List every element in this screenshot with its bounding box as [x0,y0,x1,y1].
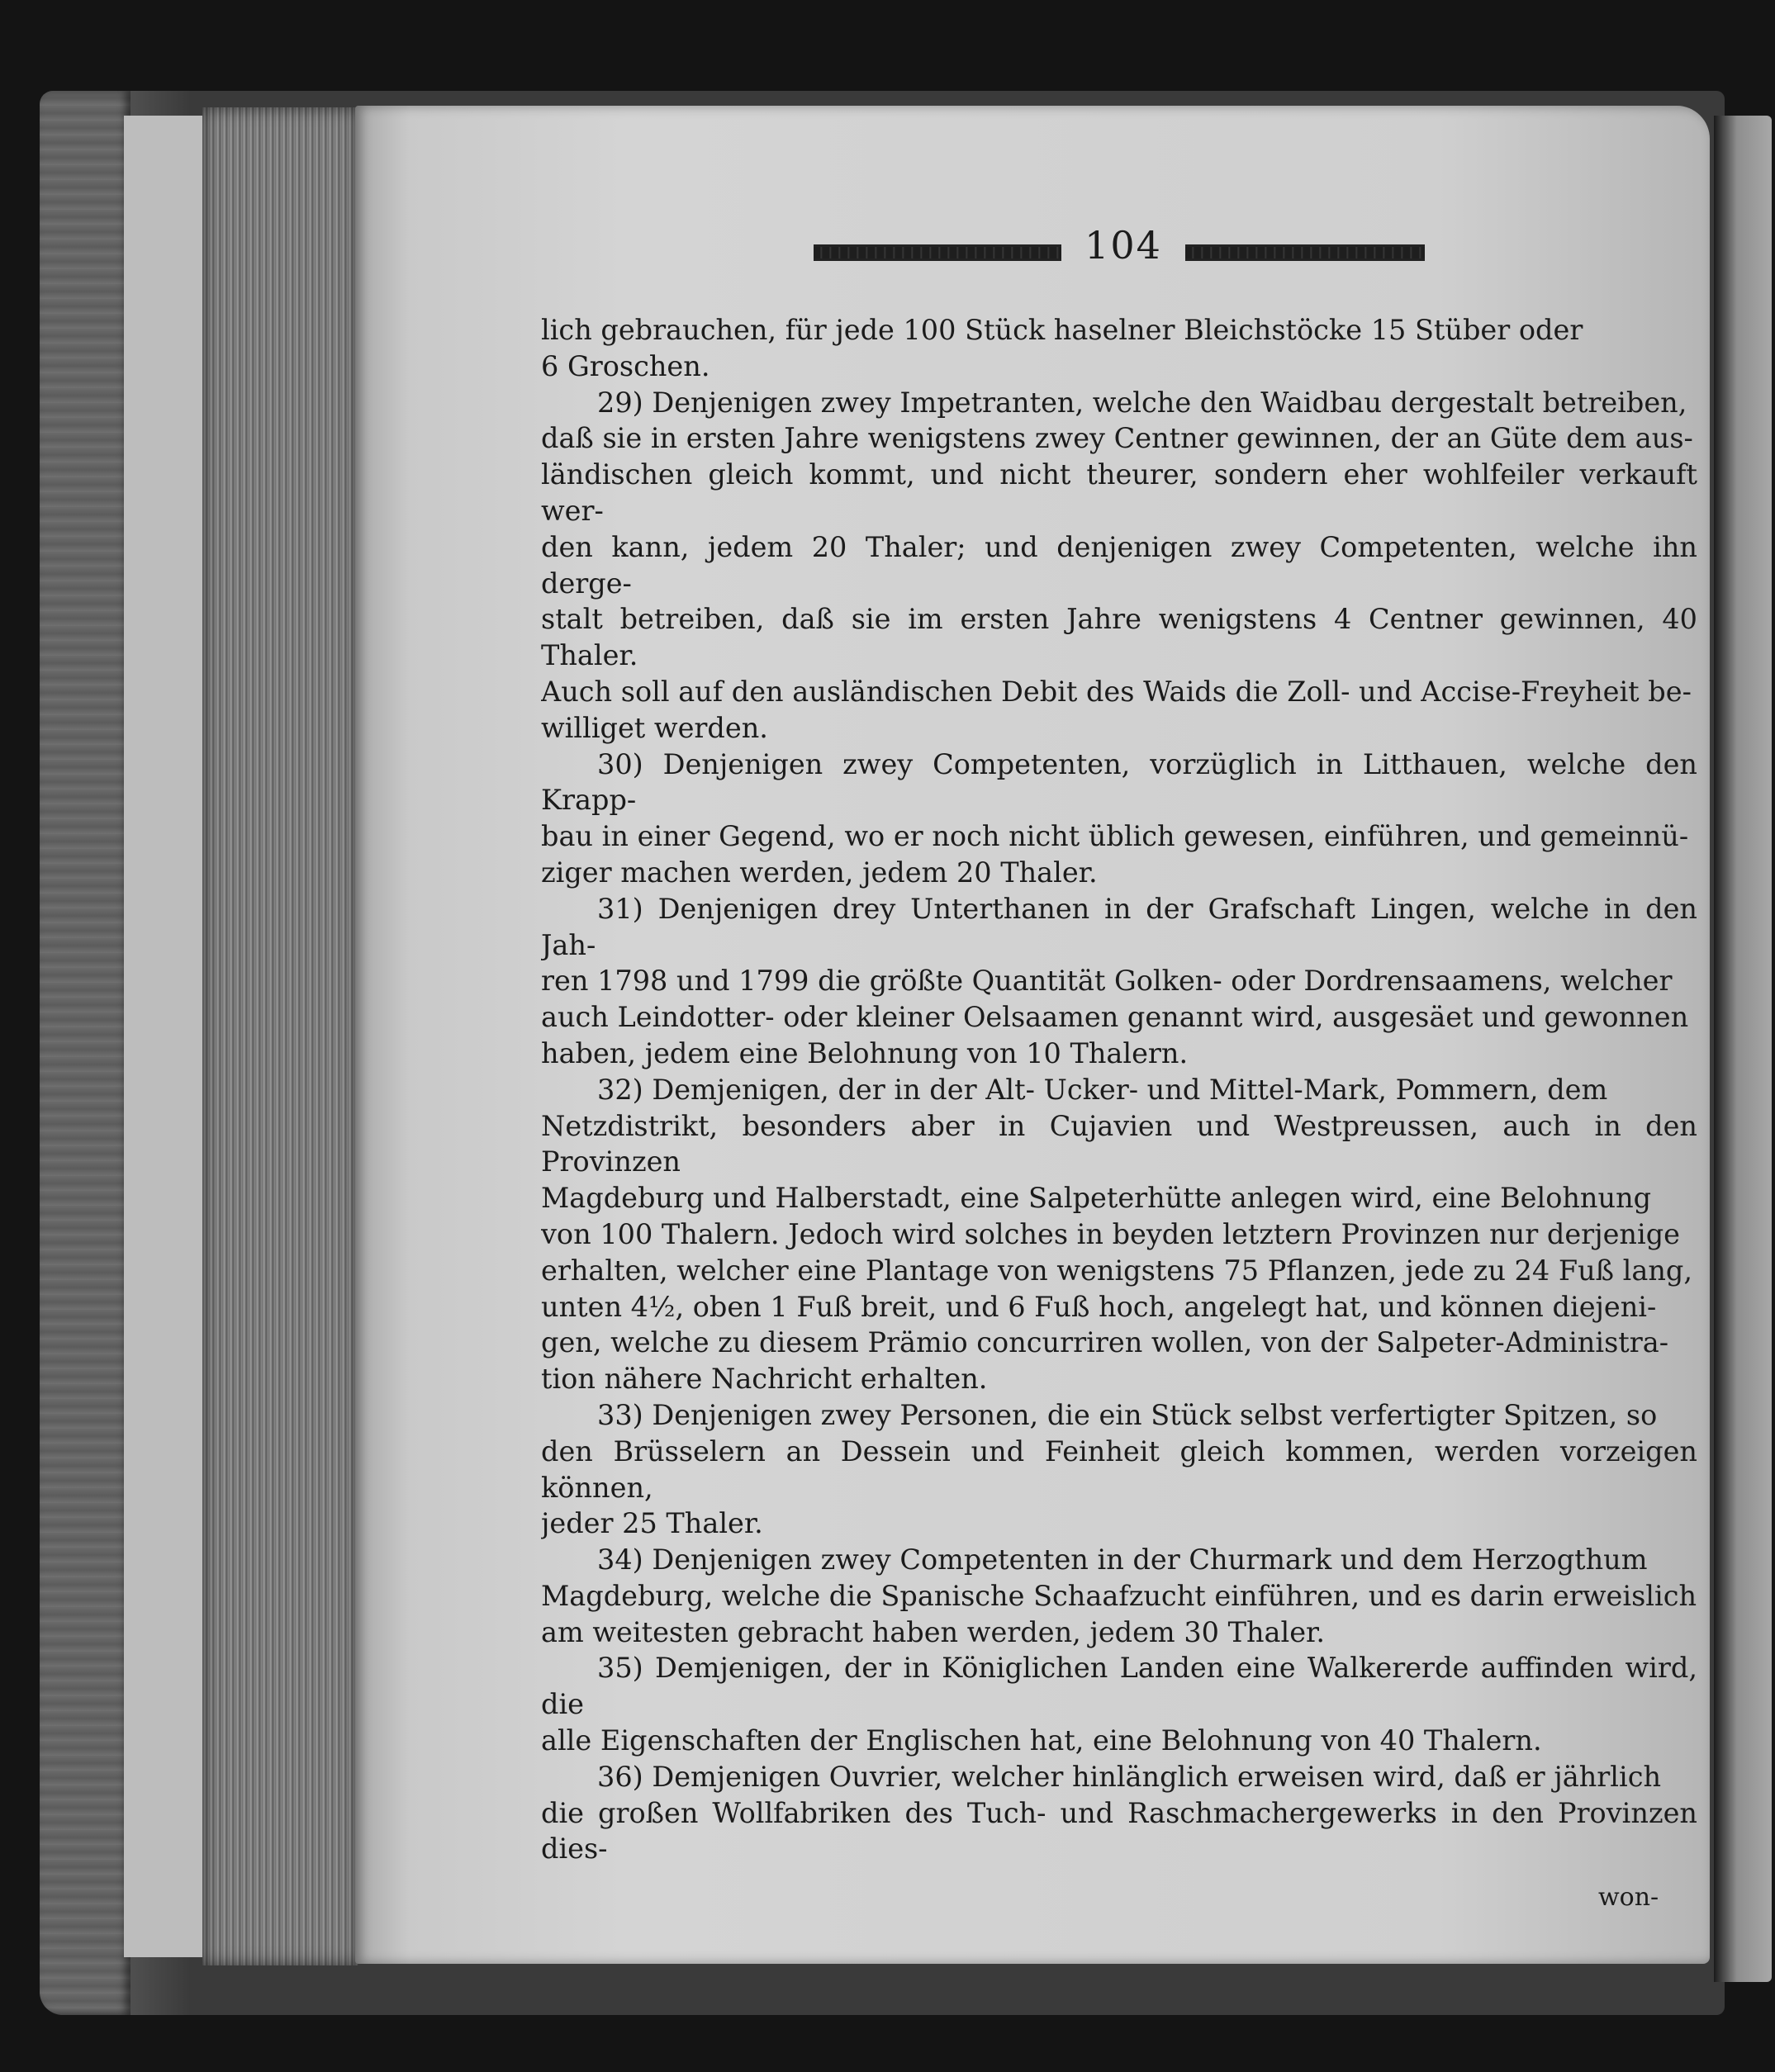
paragraph-35: 35) Demjenigen, der in Königlichen Landen eine Walkererde auffinden wird, die alle Eigenschaften der Englischen hat, eine Belohnung von 40 Thalern. [541,1652,1697,1757]
paragraph-31: 31) Denjenigen drey Unterthanen in der Grafschaft Lingen, welche in den Jah- ren 1798 und 1799 die größte Quantität Golken- oder Dordrensaamens, welcher auch Leindotter- oder kleiner Oelsaamen genannt wird, ausgesäet und gewonnen haben, jedem eine Belohnung von 10 Thalern. [541,892,1697,1069]
paragraph-32: 32) Demjenigen, der in der Alt- Ucker- und Mittel-Mark, Pommern, dem Netzdistrikt, besonders aber in Cujavien und Westpreussen, auch in den Provinzen Magdeburg und Halberstadt, eine Salpeterhütte anlegen wird, eine Belohnung von 100 Thalern. Jedoch wird solches in beyden letztern Provinzen nur derjenige erhalten, welcher eine Plantage von wenigstens 75 Pflanzen, jede zu 24 Fuß lang, unten 4½, oben 1 Fuß breit, und 6 Fuß hoch, angelegt hat, und können diejeni- gen, welche zu diesem Prämio concurriren wollen, von der Salpeter-Administra- tion nähere Nachricht erhalten. [541,1073,1697,1396]
paragraph-33: 33) Denjenigen zwey Personen, die ein Stück selbst verfertigter Spitzen, so den Brüsselern an Dessein und Feinheit gleich kommen, werden vorzeigen können, jeder 25 Thaler. [541,1398,1697,1540]
page-number: 104 [1084,223,1162,268]
page-header [814,223,1425,273]
paragraph-30: 30) Denjenigen zwey Competenten, vorzüglich in Litthauen, welche den Krapp- bau in einer Gegend, wo er noch nicht üblich gewesen, einführen, und gemeinnü- ziger machen werden, jedem 20 Thaler. [541,747,1697,889]
paragraph-continuation: lich gebrauchen, für jede 100 Stück haselner Bleichstöcke 15 Stüber oder 6 Groschen. [541,314,1583,382]
catchword: won- [1598,1883,1659,1912]
paragraph-34: 34) Denjenigen zwey Competenten in der Churmark und dem Herzogthum Magdeburg, welche die Spanische Schaafzucht einführen, und es darin erweislich am weitesten gebracht haben werden, jedem 30 Thaler. [541,1543,1697,1648]
paragraph-36: 36) Demjenigen Ouvrier, welcher hinlänglich erweisen wird, daß er jährlich die großen Wollfabriken des Tuch- und Raschmachergewerks in den Provinzen dies- [541,1760,1697,1865]
facing-page-edge [1714,116,1772,1982]
page-body [541,312,1697,1865]
header-rule-right [1185,244,1425,261]
endpaper [124,116,205,1957]
page-edges [202,107,359,1965]
book-spine [40,91,131,2015]
paragraph-29: 29) Denjenigen zwey Impetranten, welche den Waidbau dergestalt betreiben, daß sie in ersten Jahre wenigstens zwey Centner gewinnen, der an Güte dem aus- ländischen gleich kommt, und nicht theurer, sondern eher wohlfeiler verkauft wer- den kann, jedem 20 Thaler; und denjenigen zwey Competenten, welche ihn derge- stalt betreiben, daß sie im ersten Jahre wenigstens 4 Centner gewinnen, 40 Thaler. Auch soll auf den ausländischen Debit des Waids die Zoll- und Accise-Freyheit be- williget werden. [541,386,1697,744]
header-rule-left [814,244,1061,261]
